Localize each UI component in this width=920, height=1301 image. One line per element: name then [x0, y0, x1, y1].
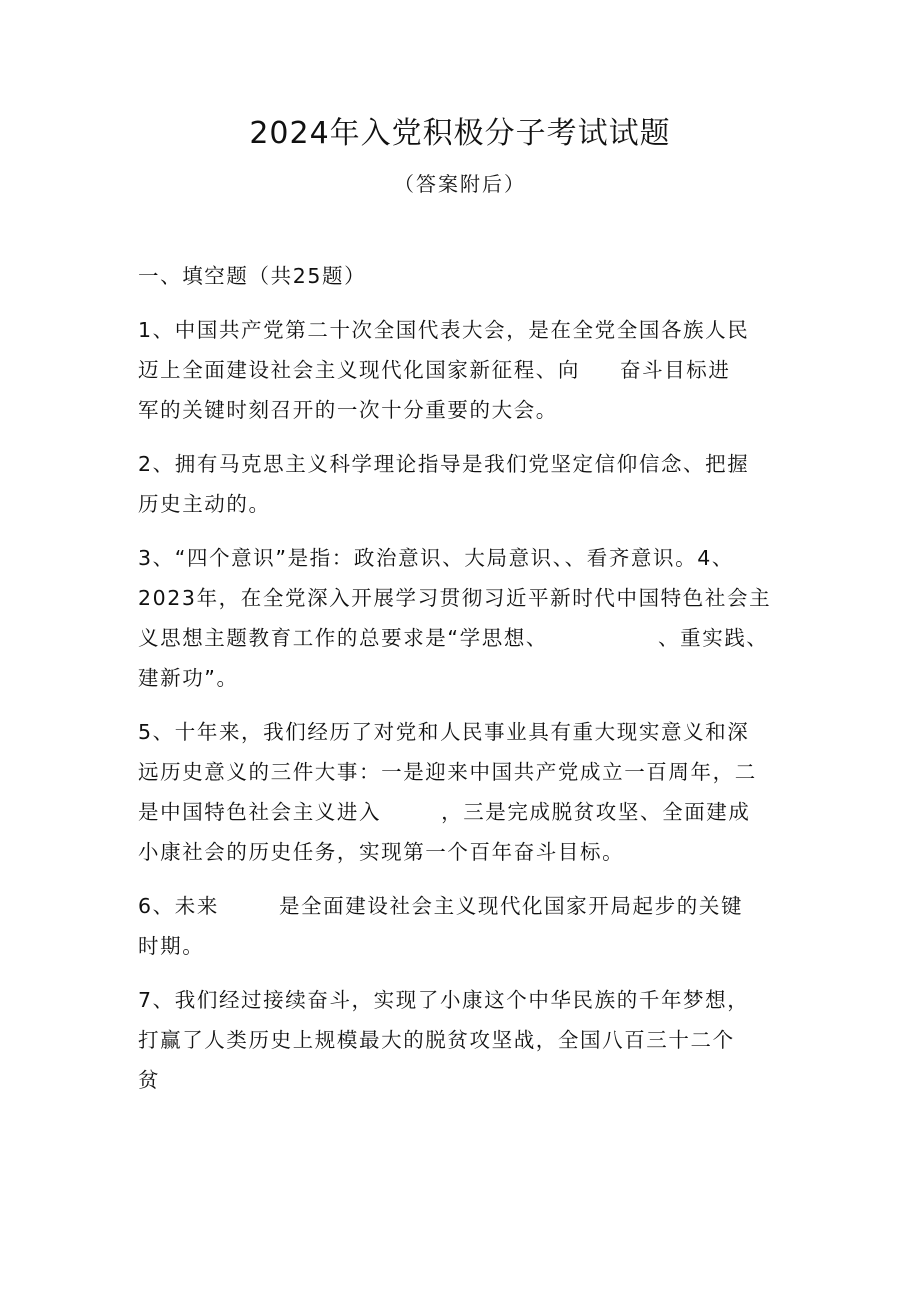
question-1-text-a: 迈上全面建设社会主义现代化国家新征程、向: [138, 358, 580, 382]
question-3-4-line-1: 3、“四个意识”是指：政治意识、大局意识、、看齐意识。4、: [138, 546, 734, 570]
question-6-line-2: 时期。: [138, 934, 205, 958]
question-4-line-3: [138, 618, 798, 658]
question-2-line-1: 2、拥有马克思主义科学理论指导是我们党坚定信仰信念、把握: [138, 452, 750, 476]
question-7-line-3: 贫: [138, 1068, 161, 1092]
question-6-line-1: [138, 886, 798, 926]
question-7-line-1: 7、我们经过接续奋斗，实现了小康这个中华民族的千年梦想，: [138, 988, 750, 1012]
question-6-text-a: 6、未来: [138, 894, 219, 918]
question-4-text-a: 义思想主题教育工作的总要求是“学思想、: [138, 626, 549, 650]
document-subtitle: （答案附后）: [394, 172, 526, 196]
question-1-line-3: 军的关键时刻召开的一次十分重要的大会。: [138, 398, 558, 422]
question-4-line-4: 建新功”。: [138, 666, 239, 690]
question-1-text-b: 奋斗目标进: [620, 358, 731, 382]
question-4-line-2: 2023年，在全党深入开展学习贯彻习近平新时代中国特色社会主: [138, 586, 772, 610]
question-2-line-2: 历史主动的。: [138, 492, 271, 516]
question-4-text-b: 、重实践、: [658, 626, 769, 650]
question-5-line-1: 5、十年来，我们经历了对党和人民事业具有重大现实意义和深: [138, 720, 750, 744]
question-5-line-3: [138, 792, 798, 832]
section-heading: 一、填空题（共25题）: [138, 264, 367, 288]
question-5-line-2: 远历史意义的三件大事：一是迎来中国共产党成立一百周年，二: [138, 760, 757, 784]
document-body: [138, 256, 798, 1100]
document-title: 2024年入党积极分子考试试题: [249, 116, 671, 151]
question-6-text-b: 是全面建设社会主义现代化国家开局起步的关键: [278, 894, 744, 918]
question-7-line-2: 打赢了人类历史上规模最大的脱贫攻坚战，全国八百三十二个: [138, 1028, 735, 1052]
question-5-text-b: ，三是完成脱贫攻坚、全面建成: [441, 800, 751, 824]
question-1-line-2: [138, 350, 798, 390]
question-5-line-4: 小康社会的历史任务，实现第一个百年奋斗目标。: [138, 840, 625, 864]
question-1-line-1: 1、中国共产党第二十次全国代表大会，是在全党全国各族人民: [138, 318, 750, 342]
question-5-text-a: 是中国特色社会主义进入: [138, 800, 382, 824]
